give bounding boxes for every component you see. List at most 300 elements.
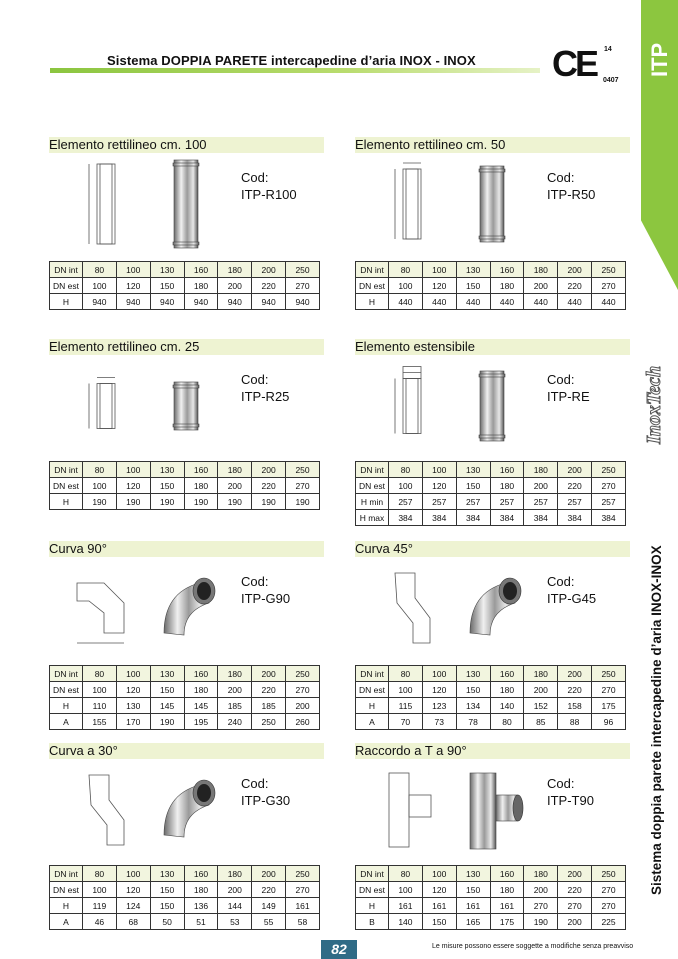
table-row bbox=[356, 682, 626, 698]
row-header-cell: DN int bbox=[356, 462, 389, 478]
table-row bbox=[50, 682, 320, 698]
section-title: Elemento rettilineo cm. 100 bbox=[49, 137, 324, 153]
table-cell: 270 bbox=[592, 478, 626, 494]
product-photo bbox=[154, 159, 214, 249]
table-cell: 100 bbox=[389, 682, 423, 698]
table-cell: 220 bbox=[558, 682, 592, 698]
table-row bbox=[356, 478, 626, 494]
ce-number-top: 14 bbox=[604, 46, 612, 53]
table-cell: 120 bbox=[116, 882, 150, 898]
table-cell: 440 bbox=[389, 294, 423, 310]
ce-mark: CE bbox=[552, 43, 597, 84]
product-photo bbox=[154, 765, 214, 855]
code-label: Cod: bbox=[547, 776, 575, 791]
table-cell: 160 bbox=[490, 666, 524, 682]
row-header-cell: B bbox=[356, 914, 389, 930]
table-row bbox=[356, 882, 626, 898]
table-cell: 200 bbox=[252, 462, 286, 478]
table-cell: 190 bbox=[252, 494, 286, 510]
table-cell: 220 bbox=[252, 278, 286, 294]
table-cell: 195 bbox=[184, 714, 218, 730]
table-cell: 180 bbox=[490, 278, 524, 294]
table-row bbox=[356, 666, 626, 682]
row-header-cell: H bbox=[50, 698, 83, 714]
table-cell: 200 bbox=[218, 478, 252, 494]
table-cell: 85 bbox=[524, 714, 558, 730]
table-cell: 440 bbox=[558, 294, 592, 310]
table-cell: 100 bbox=[83, 278, 117, 294]
table-cell: 220 bbox=[558, 278, 592, 294]
table-cell: 185 bbox=[252, 698, 286, 714]
table-row bbox=[356, 698, 626, 714]
table-cell: 100 bbox=[422, 866, 456, 882]
code-value: ITP-R50 bbox=[547, 187, 596, 202]
table-cell: 160 bbox=[184, 866, 218, 882]
row-header-cell: H min bbox=[356, 494, 389, 510]
row-header-cell: H bbox=[50, 494, 83, 510]
table-cell: 130 bbox=[456, 262, 490, 278]
table-row bbox=[50, 698, 320, 714]
row-header-cell: H max bbox=[356, 510, 389, 526]
table-cell: 190 bbox=[524, 914, 558, 930]
row-header-cell: DN int bbox=[356, 262, 389, 278]
product-section bbox=[49, 137, 324, 311]
table-row bbox=[356, 494, 626, 510]
table-cell: 200 bbox=[524, 882, 558, 898]
table-cell: 190 bbox=[150, 494, 184, 510]
table-cell: 200 bbox=[524, 278, 558, 294]
table-cell: 440 bbox=[490, 294, 524, 310]
table-cell: 134 bbox=[456, 698, 490, 714]
table-cell: 130 bbox=[150, 666, 184, 682]
product-code bbox=[547, 169, 595, 203]
table-cell: 150 bbox=[456, 478, 490, 494]
table-cell: 80 bbox=[490, 714, 524, 730]
table-cell: 68 bbox=[116, 914, 150, 930]
code-value: ITP-RE bbox=[547, 389, 590, 404]
table-cell: 250 bbox=[592, 866, 626, 882]
table-cell: 200 bbox=[558, 666, 592, 682]
section-title: Elemento rettilineo cm. 50 bbox=[355, 137, 630, 153]
product-section bbox=[355, 137, 630, 311]
table-cell: 120 bbox=[422, 882, 456, 898]
table-cell: 270 bbox=[592, 898, 626, 914]
table-cell: 270 bbox=[524, 898, 558, 914]
code-value: ITP-G30 bbox=[241, 793, 291, 808]
table-cell: 180 bbox=[184, 278, 218, 294]
product-code bbox=[547, 371, 590, 405]
table-cell: 250 bbox=[592, 462, 626, 478]
table-cell: 145 bbox=[184, 698, 218, 714]
table-cell: 55 bbox=[252, 914, 286, 930]
table-cell: 257 bbox=[524, 494, 558, 510]
table-cell: 160 bbox=[490, 262, 524, 278]
table-row bbox=[50, 898, 320, 914]
table-cell: 80 bbox=[83, 462, 117, 478]
table-cell: 220 bbox=[252, 882, 286, 898]
table-cell: 257 bbox=[389, 494, 423, 510]
table-cell: 200 bbox=[252, 666, 286, 682]
table-cell: 220 bbox=[252, 682, 286, 698]
table-cell: 120 bbox=[422, 682, 456, 698]
table-cell: 140 bbox=[490, 698, 524, 714]
table-cell: 80 bbox=[83, 866, 117, 882]
table-cell: 150 bbox=[150, 278, 184, 294]
table-cell: 130 bbox=[150, 262, 184, 278]
table-cell: 180 bbox=[184, 478, 218, 494]
table-cell: 120 bbox=[116, 682, 150, 698]
table-cell: 180 bbox=[524, 262, 558, 278]
table-cell: 257 bbox=[456, 494, 490, 510]
product-photo bbox=[154, 361, 214, 451]
table-cell: 250 bbox=[252, 714, 286, 730]
table-cell: 150 bbox=[422, 914, 456, 930]
table-cell: 119 bbox=[83, 898, 117, 914]
spec-table bbox=[49, 261, 320, 310]
table-cell: 200 bbox=[252, 866, 286, 882]
table-cell: 190 bbox=[218, 494, 252, 510]
table-cell: 88 bbox=[558, 714, 592, 730]
table-cell: 200 bbox=[558, 262, 592, 278]
table-cell: 190 bbox=[286, 494, 320, 510]
table-cell: 170 bbox=[116, 714, 150, 730]
table-cell: 270 bbox=[286, 278, 320, 294]
row-header-cell: DN est bbox=[50, 682, 83, 698]
table-cell: 130 bbox=[116, 698, 150, 714]
spec-table bbox=[49, 665, 320, 730]
table-row bbox=[356, 914, 626, 930]
table-cell: 161 bbox=[286, 898, 320, 914]
table-cell: 175 bbox=[490, 914, 524, 930]
table-cell: 940 bbox=[83, 294, 117, 310]
inoxtech-logo: InoxTech bbox=[643, 365, 665, 445]
row-header-cell: H bbox=[50, 294, 83, 310]
table-cell: 46 bbox=[83, 914, 117, 930]
table-cell: 440 bbox=[456, 294, 490, 310]
row-header-cell: H bbox=[356, 294, 389, 310]
row-header-cell: DN est bbox=[50, 278, 83, 294]
code-value: ITP-T90 bbox=[547, 793, 594, 808]
table-cell: 150 bbox=[456, 882, 490, 898]
table-cell: 220 bbox=[252, 478, 286, 494]
table-cell: 180 bbox=[524, 866, 558, 882]
table-cell: 165 bbox=[456, 914, 490, 930]
table-cell: 180 bbox=[524, 462, 558, 478]
table-cell: 96 bbox=[592, 714, 626, 730]
ce-certification-logo bbox=[552, 43, 619, 86]
table-cell: 200 bbox=[558, 462, 592, 478]
table-cell: 175 bbox=[592, 698, 626, 714]
product-section bbox=[355, 339, 630, 523]
table-cell: 270 bbox=[286, 882, 320, 898]
table-row bbox=[356, 510, 626, 526]
footer-disclaimer: Le misure possono essere soggette a modifiche senza preavviso bbox=[432, 943, 634, 950]
technical-drawing bbox=[69, 765, 139, 855]
table-cell: 145 bbox=[150, 698, 184, 714]
table-cell: 180 bbox=[524, 666, 558, 682]
table-cell: 130 bbox=[456, 462, 490, 478]
table-cell: 200 bbox=[218, 278, 252, 294]
table-cell: 180 bbox=[490, 478, 524, 494]
table-row bbox=[356, 866, 626, 882]
table-row bbox=[50, 278, 320, 294]
section-title: Elemento rettilineo cm. 25 bbox=[49, 339, 324, 355]
table-row bbox=[356, 294, 626, 310]
product-section bbox=[355, 743, 630, 927]
table-cell: 190 bbox=[116, 494, 150, 510]
section-title: Raccordo a T a 90° bbox=[355, 743, 630, 759]
row-header-cell: DN est bbox=[50, 882, 83, 898]
table-cell: 200 bbox=[218, 882, 252, 898]
table-cell: 150 bbox=[150, 478, 184, 494]
table-cell: 440 bbox=[524, 294, 558, 310]
table-cell: 80 bbox=[389, 262, 423, 278]
code-label: Cod: bbox=[241, 170, 269, 185]
spec-table bbox=[49, 865, 320, 930]
row-header-cell: DN int bbox=[50, 262, 83, 278]
table-cell: 158 bbox=[558, 698, 592, 714]
table-cell: 270 bbox=[286, 682, 320, 698]
table-cell: 270 bbox=[592, 682, 626, 698]
table-cell: 257 bbox=[558, 494, 592, 510]
title-underline bbox=[50, 68, 540, 73]
page-number: 82 bbox=[321, 940, 357, 959]
table-cell: 190 bbox=[150, 714, 184, 730]
table-row bbox=[356, 262, 626, 278]
table-cell: 180 bbox=[184, 882, 218, 898]
technical-drawing bbox=[69, 361, 139, 451]
spec-table bbox=[355, 461, 626, 526]
table-cell: 180 bbox=[218, 262, 252, 278]
table-cell: 940 bbox=[150, 294, 184, 310]
code-value: ITP-R25 bbox=[241, 389, 290, 404]
table-cell: 940 bbox=[116, 294, 150, 310]
table-cell: 270 bbox=[558, 898, 592, 914]
table-cell: 80 bbox=[83, 262, 117, 278]
table-row bbox=[50, 294, 320, 310]
product-section bbox=[49, 339, 324, 513]
table-cell: 150 bbox=[456, 682, 490, 698]
table-cell: 250 bbox=[286, 866, 320, 882]
table-cell: 80 bbox=[389, 666, 423, 682]
table-cell: 120 bbox=[116, 478, 150, 494]
table-cell: 250 bbox=[286, 666, 320, 682]
table-cell: 130 bbox=[150, 462, 184, 478]
table-cell: 250 bbox=[286, 462, 320, 478]
table-cell: 160 bbox=[490, 866, 524, 882]
product-section bbox=[49, 541, 324, 727]
table-cell: 161 bbox=[389, 898, 423, 914]
table-cell: 100 bbox=[116, 262, 150, 278]
table-cell: 100 bbox=[116, 666, 150, 682]
row-header-cell: H bbox=[356, 898, 389, 914]
table-row bbox=[356, 462, 626, 478]
row-header-cell: DN est bbox=[356, 682, 389, 698]
table-cell: 200 bbox=[218, 682, 252, 698]
table-cell: 120 bbox=[422, 278, 456, 294]
code-label: Cod: bbox=[241, 372, 269, 387]
product-section bbox=[355, 541, 630, 727]
spec-table bbox=[355, 261, 626, 310]
table-cell: 384 bbox=[456, 510, 490, 526]
row-header-cell: DN est bbox=[50, 478, 83, 494]
table-row bbox=[50, 666, 320, 682]
table-cell: 150 bbox=[150, 898, 184, 914]
page-title: Sistema DOPPIA PARETE intercapedine d’aria INOX - INOX bbox=[107, 53, 476, 68]
table-cell: 100 bbox=[389, 882, 423, 898]
table-cell: 200 bbox=[524, 682, 558, 698]
table-cell: 270 bbox=[286, 478, 320, 494]
table-cell: 100 bbox=[83, 478, 117, 494]
product-section bbox=[49, 743, 324, 927]
side-vertical-title: Sistema doppia parete intercapedine d’aria INOX-INOX bbox=[649, 545, 664, 895]
product-photo bbox=[154, 563, 214, 653]
table-cell: 130 bbox=[150, 866, 184, 882]
product-code bbox=[547, 573, 596, 607]
section-title: Curva 45° bbox=[355, 541, 630, 557]
table-cell: 200 bbox=[524, 478, 558, 494]
table-cell: 100 bbox=[389, 478, 423, 494]
technical-drawing bbox=[375, 361, 445, 451]
table-cell: 144 bbox=[218, 898, 252, 914]
table-row bbox=[50, 866, 320, 882]
row-header-cell: H bbox=[356, 698, 389, 714]
table-cell: 80 bbox=[389, 462, 423, 478]
table-cell: 250 bbox=[286, 262, 320, 278]
table-cell: 150 bbox=[456, 278, 490, 294]
table-cell: 100 bbox=[422, 666, 456, 682]
code-label: Cod: bbox=[547, 170, 575, 185]
row-header-cell: DN est bbox=[356, 278, 389, 294]
table-cell: 180 bbox=[218, 462, 252, 478]
table-cell: 250 bbox=[592, 666, 626, 682]
table-cell: 161 bbox=[490, 898, 524, 914]
table-cell: 190 bbox=[83, 494, 117, 510]
table-cell: 161 bbox=[456, 898, 490, 914]
table-cell: 940 bbox=[286, 294, 320, 310]
table-cell: 384 bbox=[389, 510, 423, 526]
table-row bbox=[50, 462, 320, 478]
table-cell: 120 bbox=[116, 278, 150, 294]
table-cell: 225 bbox=[592, 914, 626, 930]
table-cell: 440 bbox=[422, 294, 456, 310]
table-cell: 100 bbox=[116, 866, 150, 882]
table-cell: 260 bbox=[286, 714, 320, 730]
table-cell: 257 bbox=[490, 494, 524, 510]
table-cell: 152 bbox=[524, 698, 558, 714]
table-cell: 384 bbox=[422, 510, 456, 526]
table-cell: 384 bbox=[490, 510, 524, 526]
table-cell: 384 bbox=[524, 510, 558, 526]
table-cell: 70 bbox=[389, 714, 423, 730]
table-cell: 80 bbox=[389, 866, 423, 882]
table-row bbox=[50, 262, 320, 278]
row-header-cell: H bbox=[50, 898, 83, 914]
spec-table bbox=[49, 461, 320, 510]
row-header-cell: DN est bbox=[356, 478, 389, 494]
table-cell: 200 bbox=[286, 698, 320, 714]
table-cell: 80 bbox=[83, 666, 117, 682]
technical-drawing bbox=[69, 563, 139, 653]
table-row bbox=[50, 494, 320, 510]
table-cell: 100 bbox=[422, 262, 456, 278]
table-cell: 50 bbox=[150, 914, 184, 930]
table-cell: 161 bbox=[422, 898, 456, 914]
spec-table bbox=[355, 865, 626, 930]
table-cell: 185 bbox=[218, 698, 252, 714]
table-cell: 136 bbox=[184, 898, 218, 914]
table-cell: 110 bbox=[83, 698, 117, 714]
table-cell: 160 bbox=[184, 262, 218, 278]
code-label: Cod: bbox=[547, 574, 575, 589]
technical-drawing bbox=[375, 563, 445, 653]
product-photo bbox=[460, 563, 520, 653]
table-cell: 120 bbox=[422, 478, 456, 494]
row-header-cell: DN int bbox=[50, 666, 83, 682]
table-cell: 384 bbox=[592, 510, 626, 526]
table-row bbox=[50, 714, 320, 730]
table-cell: 53 bbox=[218, 914, 252, 930]
table-row bbox=[50, 914, 320, 930]
table-row bbox=[356, 714, 626, 730]
product-photo bbox=[460, 361, 520, 451]
table-cell: 940 bbox=[184, 294, 218, 310]
code-value: ITP-R100 bbox=[241, 187, 297, 202]
table-cell: 440 bbox=[592, 294, 626, 310]
section-title: Curva a 30° bbox=[49, 743, 324, 759]
spec-table bbox=[355, 665, 626, 730]
table-cell: 124 bbox=[116, 898, 150, 914]
table-cell: 384 bbox=[558, 510, 592, 526]
product-code bbox=[241, 169, 297, 203]
code-label: Cod: bbox=[241, 574, 269, 589]
table-cell: 150 bbox=[150, 882, 184, 898]
section-title: Elemento estensibile bbox=[355, 339, 630, 355]
row-header-cell: DN int bbox=[50, 462, 83, 478]
table-cell: 100 bbox=[83, 682, 117, 698]
table-cell: 220 bbox=[558, 478, 592, 494]
section-title: Curva 90° bbox=[49, 541, 324, 557]
product-photo bbox=[460, 159, 520, 249]
technical-drawing bbox=[69, 159, 139, 249]
row-header-cell: DN int bbox=[356, 666, 389, 682]
product-photo bbox=[460, 765, 520, 855]
table-row bbox=[50, 478, 320, 494]
table-cell: 123 bbox=[422, 698, 456, 714]
table-cell: 257 bbox=[422, 494, 456, 510]
table-cell: 250 bbox=[592, 262, 626, 278]
table-cell: 180 bbox=[490, 682, 524, 698]
row-header-cell: A bbox=[50, 714, 83, 730]
table-cell: 115 bbox=[389, 698, 423, 714]
code-label: Cod: bbox=[547, 372, 575, 387]
table-cell: 130 bbox=[456, 666, 490, 682]
table-cell: 200 bbox=[558, 914, 592, 930]
table-cell: 51 bbox=[184, 914, 218, 930]
row-header-cell: DN est bbox=[356, 882, 389, 898]
product-code bbox=[241, 573, 290, 607]
code-label: Cod: bbox=[241, 776, 269, 791]
row-header-cell: A bbox=[356, 714, 389, 730]
table-cell: 160 bbox=[184, 666, 218, 682]
table-cell: 73 bbox=[422, 714, 456, 730]
row-header-cell: DN int bbox=[356, 866, 389, 882]
table-cell: 240 bbox=[218, 714, 252, 730]
category-tab-label: ITP bbox=[647, 42, 672, 78]
table-cell: 270 bbox=[592, 882, 626, 898]
table-cell: 130 bbox=[456, 866, 490, 882]
table-cell: 257 bbox=[592, 494, 626, 510]
